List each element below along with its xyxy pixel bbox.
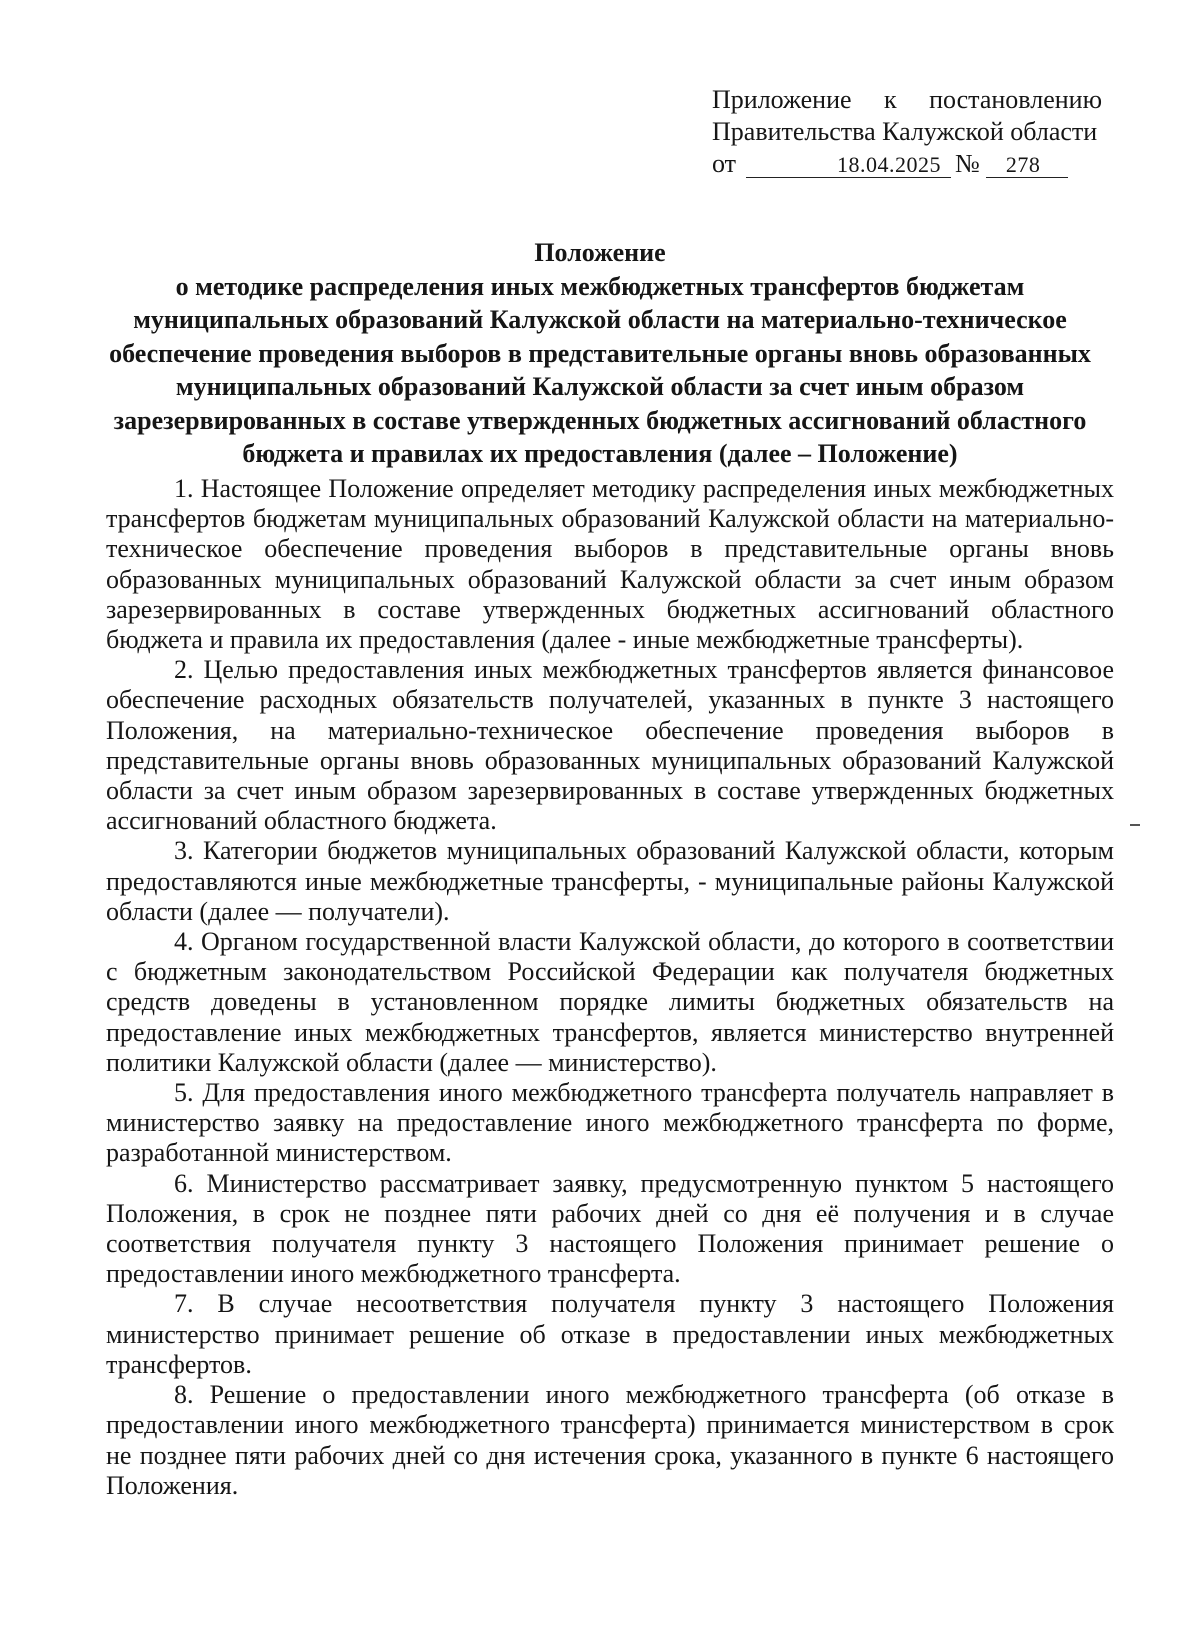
annex-header <box>712 84 1102 180</box>
title-line: зарезервированных в составе утвержденных бюджетных ассигнований областного <box>113 405 1087 435</box>
title-line: муниципальных образований Калужской области за счет иным образом <box>175 372 1025 401</box>
paragraph-2: 2. Целью предоставления иных межбюджетных трансфертов является финансовое обеспечение расходных обязательств получателей, указанных в пункте 3 настоящего Положения, на материально-техническое обеспечение проведения выборов в представительные органы вновь образованных муниципальных образований Калужской области за счет иным образом зарезервированных в составе утвержденных бюджетных ассигнований областного бюджета. <box>106 655 1114 836</box>
annex-date: 18.04.2025 <box>746 153 951 178</box>
annex-number-sign: № <box>955 149 980 178</box>
annex-word-k: к <box>883 85 897 114</box>
paragraph-1: 1. Настоящее Положение определяет методику распределения иных межбюджетных трансфертов бюджетам муниципальных образований Калужской области на материально-техническое обеспечение проведения выборов в представительные органы вновь образованных муниципальных образований Калужской области за счет иным образом зарезервированных в составе утвержденных бюджетных ассигнований областного бюджета и правила их предоставления (далее - иные межбюджетные трансферты). <box>106 474 1114 655</box>
paragraph-3: 3. Категории бюджетов муниципальных образований Калужской области, которым предоставляются иные межбюджетные трансферты, - муниципальные районы Калужской области (далее — получатели). <box>106 836 1114 926</box>
paragraph-6: 6. Министерство рассматривает заявку, предусмотренную пунктом 5 настоящего Положения, в срок не позднее пяти рабочих дней со дня её получения и в случае соответствия получателя пункту 3 настоящего Положения принимает решение о предоставлении иного межбюджетного трансферта. <box>106 1168 1114 1289</box>
annex-line-3 <box>712 148 1102 180</box>
annex-date-prefix: от <box>712 149 737 178</box>
title-line: обеспечение проведения выборов в представительные органы вновь образованных <box>109 338 1091 368</box>
title-line: о методике распределения иных межбюджетных трансфертов бюджетам <box>175 271 1025 301</box>
annex-number: 278 <box>986 153 1068 178</box>
paragraph-5: 5. Для предоставления иного межбюджетного трансферта получатель направляет в министерство заявку на предоставление иного межбюджетного трансферта по форме, разработанной министерством. <box>106 1078 1114 1168</box>
margin-dash-mark <box>1130 824 1140 826</box>
paragraph-7: 7. В случае несоответствия получателя пункту 3 настоящего Положения министерство принимает решение об отказе в предоставлении иных межбюджетных трансфертов. <box>106 1289 1114 1379</box>
title-line: бюджета и правилах их предоставления (далее – Положение) <box>242 439 958 468</box>
annex-word-prilozhenie: Приложение <box>712 85 852 114</box>
title-heading: Положение <box>534 238 666 267</box>
annex-line-1 <box>712 84 1102 116</box>
paragraph-4: 4. Органом государственной власти Калужской области, до которого в соответствии с бюджетным законодательством Российской Федерации как получателя бюджетных средств доведены в установленном порядке лимиты бюджетных обязательств на предоставление иных межбюджетных трансфертов, является министерство внутренней политики Калужской области (далее — министерство). <box>106 927 1114 1077</box>
title-line: муниципальных образований Калужской области на материально-техническое <box>133 305 1067 334</box>
annex-word-postanovleniyu: постановлению <box>929 85 1102 114</box>
paragraph-8: 8. Решение о предоставлении иного межбюджетного трансферта (об отказе в предоставлении иного межбюджетного трансферта) принимается министерством в срок не позднее пяти рабочих дней со дня истечения срока, указанного в пункте 6 настоящего Положения. <box>106 1380 1114 1500</box>
annex-line-2: Правительства Калужской области <box>712 117 1098 146</box>
document-body <box>106 474 1114 1501</box>
document-title <box>100 236 1100 471</box>
